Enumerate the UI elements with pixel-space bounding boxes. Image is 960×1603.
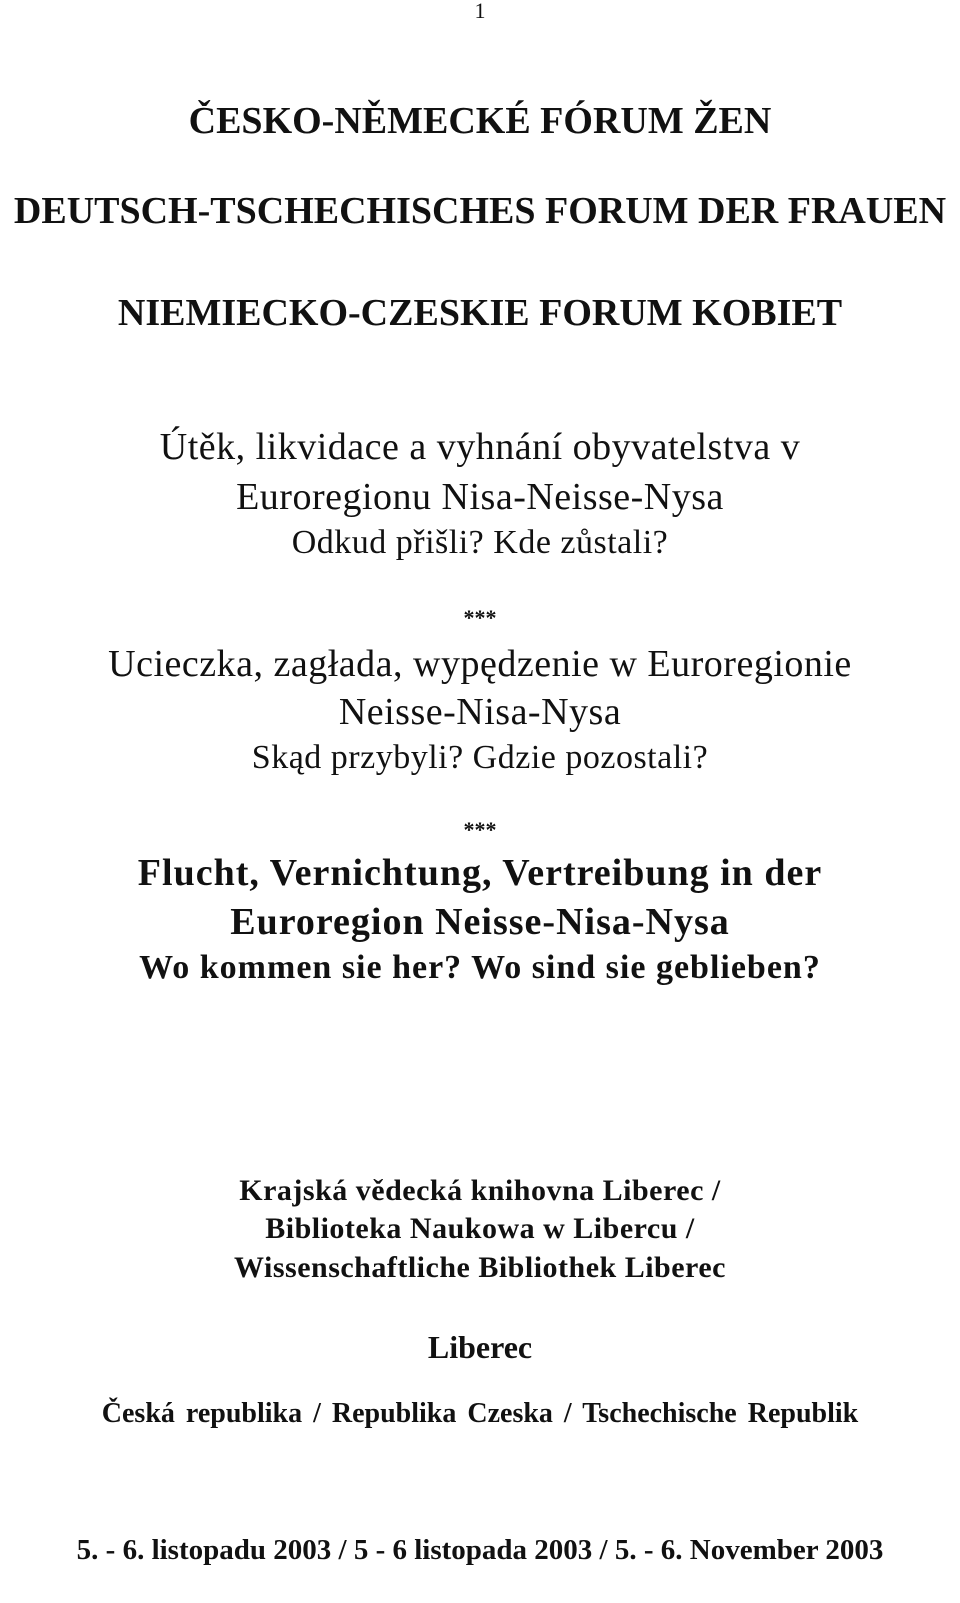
czech-subtitle: Odkud přišli? Kde zůstali? — [291, 524, 669, 561]
polish-title-line2: Neisse-Nisa-Nysa — [338, 691, 622, 733]
org-title-polish: NIEMIECKO-CZESKIE FORUM KOBIET — [117, 292, 843, 334]
german-title-line2: Euroregion Neisse-Nisa-Nysa — [230, 901, 730, 943]
library-name-polish: Biblioteka Naukowa w Libercu / — [265, 1212, 695, 1245]
event-dates: 5. - 6. listopadu 2003 / 5 - 6 listopada 2003 / 5. - 6. November 2003 — [76, 1534, 884, 1566]
polish-subtitle: Skąd przybyli? Gdzie pozostali? — [251, 739, 709, 776]
czech-title-line1: Útěk, likvidace a vyhnání obyvatelstva v — [159, 426, 801, 468]
separator-stars: *** — [463, 817, 497, 842]
czech-title-line2: Euroregionu Nisa-Neisse-Nysa — [236, 476, 724, 518]
library-name-czech: Krajská vědecká knihovna Liberec / — [239, 1174, 721, 1207]
library-name-german: Wissenschaftliche Bibliothek Liberec — [234, 1251, 726, 1284]
page-number: 1 — [474, 0, 486, 23]
org-title-czech: ČESKO-NĚMECKÉ FÓRUM ŽEN — [188, 100, 772, 142]
german-subtitle: Wo kommen sie her? Wo sind sie geblieben? — [139, 949, 821, 986]
country: Česká republika / Republika Czeska / Tschechische Republik — [101, 1398, 859, 1429]
city: Liberec — [427, 1329, 533, 1365]
polish-title-line1: Ucieczka, zagłada, wypędzenie w Euroregionie — [108, 643, 852, 685]
german-title-line1: Flucht, Vernichtung, Vertreibung in der — [137, 852, 823, 894]
separator-stars: *** — [463, 605, 497, 630]
org-title-german: DEUTSCH-TSCHECHISCHES FORUM DER FRAUEN — [13, 190, 947, 232]
